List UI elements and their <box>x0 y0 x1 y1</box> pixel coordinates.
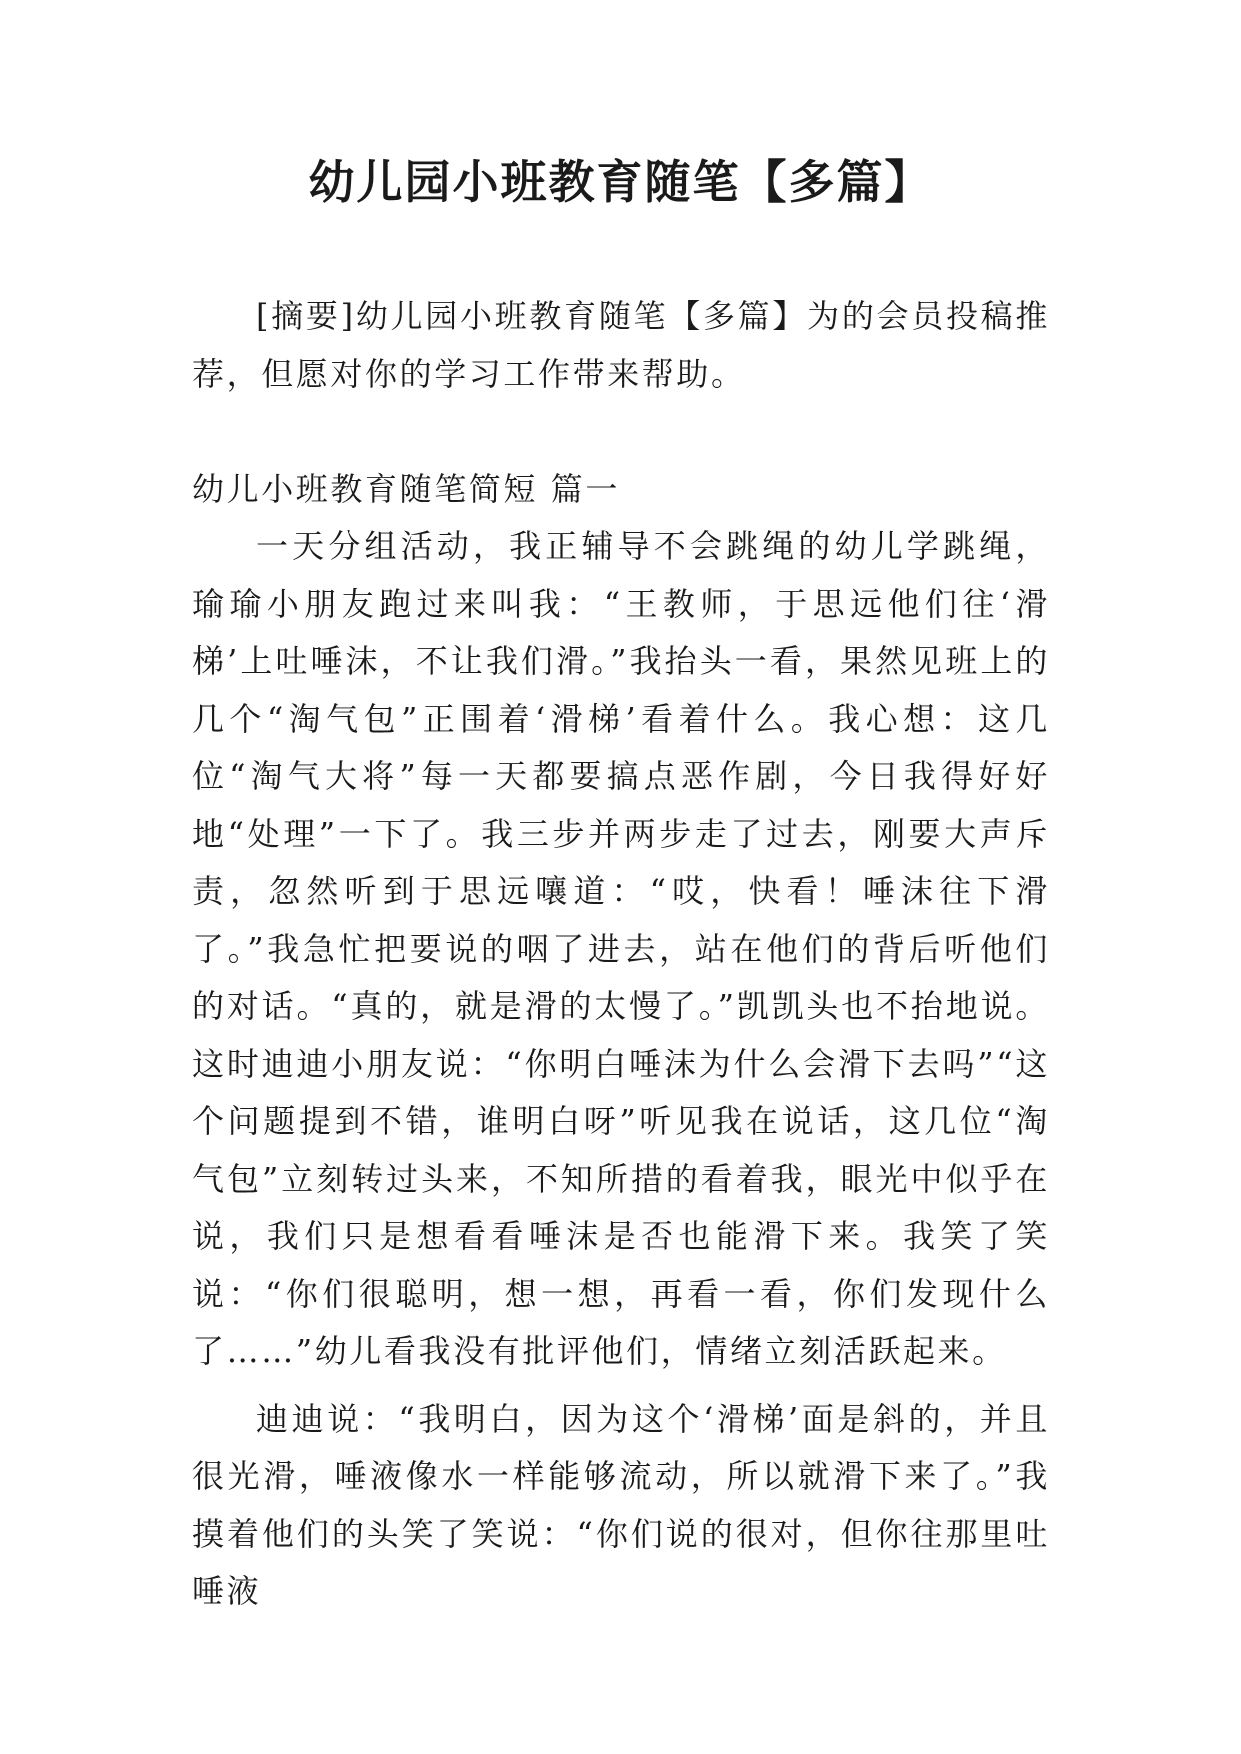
abstract-paragraph: [摘要]幼儿园小班教育随笔【多篇】为的会员投稿推荐，但愿对你的学习工作带来帮助。 <box>192 297 1050 393</box>
body-paragraph-1: 一天分组活动，我正辅导不会跳绳的幼儿学跳绳，瑜瑜小朋友跑过来叫我：“王教师，于思远他们往‘滑梯’上吐唾沫，不让我们滑。”我抬头一看，果然见班上的几个“淘气包”正围着‘滑梯’看着什么。我心想：这几位“淘气大将”每一天都要搞点恶作剧，今日我得好好地“处理”一下了。我三步并两步走了过去，刚要大声斥责，忽然听到于思远嚷道：“哎，快看！唾沫往下滑了。”我急忙把要说的咽了进去，站在他们的背后听他们的对话。“真的，就是滑的太慢了。”凯凯头也不抬地说。这时迪迪小朋友说：“你明白唾沫为什么会滑下去吗”“这个问题提到不错，谁明白呀”听见我在说话，这几位“淘气包”立刻转过头来，不知所措的看着我，眼光中似乎在说，我们只是想看看唾沫是否也能滑下来。我笑了笑说：“你们很聪明，想一想，再看一看，你们发现什么了……”幼儿看我没有批评他们，情绪立刻活跃起来。 <box>192 527 1050 1370</box>
document-title: 幼儿园小班教育随笔【多篇】 <box>308 155 933 209</box>
body-paragraph-2: 迪迪说：“我明白，因为这个‘滑梯’面是斜的，并且很光滑，唾液像水一样能够流动，所以就滑下来了。”我摸着他们的头笑了笑说：“你们说的很对，但你往那里吐唾液 <box>192 1399 1050 1610</box>
document-body <box>192 288 1050 1621</box>
section-heading: 幼儿小班教育随笔简短 篇一 <box>192 469 620 508</box>
